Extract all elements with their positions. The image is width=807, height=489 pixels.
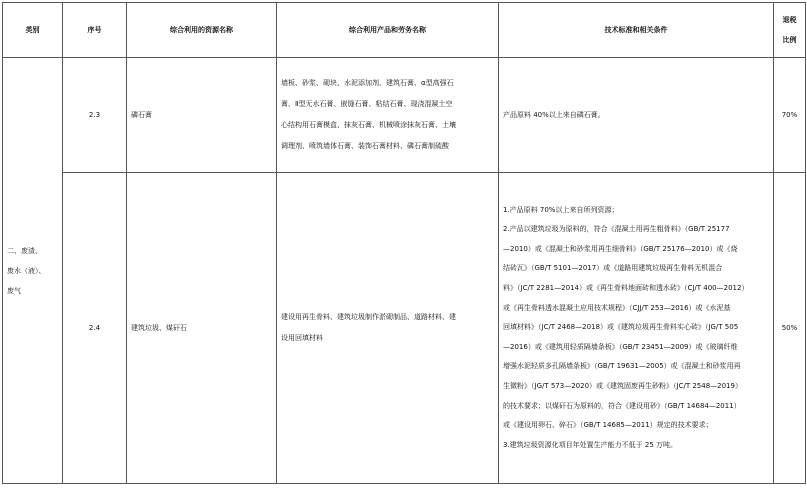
standard-line: 结砖瓦》（GB/T 5101—2017）或《道路用建筑垃圾再生骨料无机混合: [503, 264, 723, 273]
header-resource: 综合利用的资源名称: [127, 3, 277, 58]
category-cell: [3, 58, 63, 484]
product-cell: [277, 58, 499, 173]
product-line: 设用回填材料: [281, 334, 323, 342]
tax-refund-table: [2, 2, 806, 484]
standard-line: 生微粉》（JG/T 573—2020）或《建筑固废再生砂粉》（JC/T 2548—2019）: [503, 381, 742, 390]
product-line: 心结构用石膏模盒、抹灰石膏、机械喷涂抹灰石膏、土壤: [281, 121, 456, 129]
category-line: 废水（液）、: [7, 266, 46, 275]
resource-cell: 磷石膏: [127, 58, 277, 173]
standard-line: 1.产品原料 70%以上来自所列资源；: [503, 205, 619, 214]
seq-cell: 2.4: [63, 173, 127, 484]
resource-cell: 建筑垃圾、煤矸石: [127, 173, 277, 484]
standard-line: 或《再生骨料透水混凝土应用技术规程》（CJJ/T 253—2016）或《水泥基: [503, 303, 731, 312]
header-seq: 序号: [63, 3, 127, 58]
standard-line: 或《建设用卵石、碎石》（GB/T 14685—2011）规定的技术要求；: [503, 421, 713, 430]
header-row: [3, 3, 806, 58]
header-rate: [774, 3, 806, 58]
product-line: 调理剂、喷筑墙体石膏、装饰石膏材料、磷石膏制硫酸: [281, 142, 449, 150]
header-category: 类别: [3, 3, 63, 58]
category-line: 废气: [7, 286, 21, 295]
standard-line: —2016）或《建筑用轻质隔墙条板》（GB/T 23451—2009）或《玻璃纤维: [503, 342, 738, 351]
product-line: 膏、Ⅱ型无水石膏、嵌缝石膏、粘结石膏、现浇混凝土空: [281, 100, 453, 108]
standard-line: 产品原料 40%以上来自磷石膏。: [503, 111, 605, 119]
rate-cell: 70%: [774, 58, 806, 173]
standard-line: —2010）或《混凝土和砂浆用再生细骨料》（GB/T 25176—2010）或《烧: [503, 244, 738, 253]
rate-cell: 50%: [774, 173, 806, 484]
standard-cell: [499, 173, 774, 484]
standard-line: 的技术要求；以煤矸石为原料的，符合《建设用砂》（GB/T 14684—2011）: [503, 401, 741, 410]
header-rate-line1: 退税: [782, 16, 797, 24]
standard-cell: [499, 58, 774, 173]
standard-line: 2.产品以建筑垃圾为原料的，符合《混凝土用再生粗骨料》（GB/T 25177: [503, 225, 730, 234]
header-standard: 技术标准和相关条件: [499, 3, 774, 58]
product-line: 墙板、砂浆、砌块、水泥添加剂、建筑石膏、α型高强石: [281, 79, 454, 87]
table-row: [3, 173, 806, 484]
standard-line: 料》（JC/T 2281—2014）或《再生骨料地面砖和透水砖》（CJ/T 400—2012）: [503, 284, 749, 293]
standard-line: 回填材料》（JC/T 2468—2018）或《建筑垃圾再生骨料实心砖》（JG/T 505: [503, 323, 739, 332]
standard-line: 增强水泥轻质多孔隔墙条板》（GB/T 19631—2005）或《混凝土和砂浆用再: [503, 362, 741, 371]
table-row: [3, 58, 806, 173]
product-line: 建设用再生骨料、建筑垃圾制作淤砌制品、道路材料、建: [281, 313, 456, 321]
product-cell: [277, 173, 499, 484]
category-line: 二、废渣、: [7, 246, 42, 255]
standard-line: 3.建筑垃圾资源化项目年处置生产能力不低于 25 万吨。: [503, 440, 678, 449]
header-product: 综合利用产品和劳务名称: [277, 3, 499, 58]
seq-cell: 2.3: [63, 58, 127, 173]
header-rate-line2: 比例: [782, 36, 797, 44]
